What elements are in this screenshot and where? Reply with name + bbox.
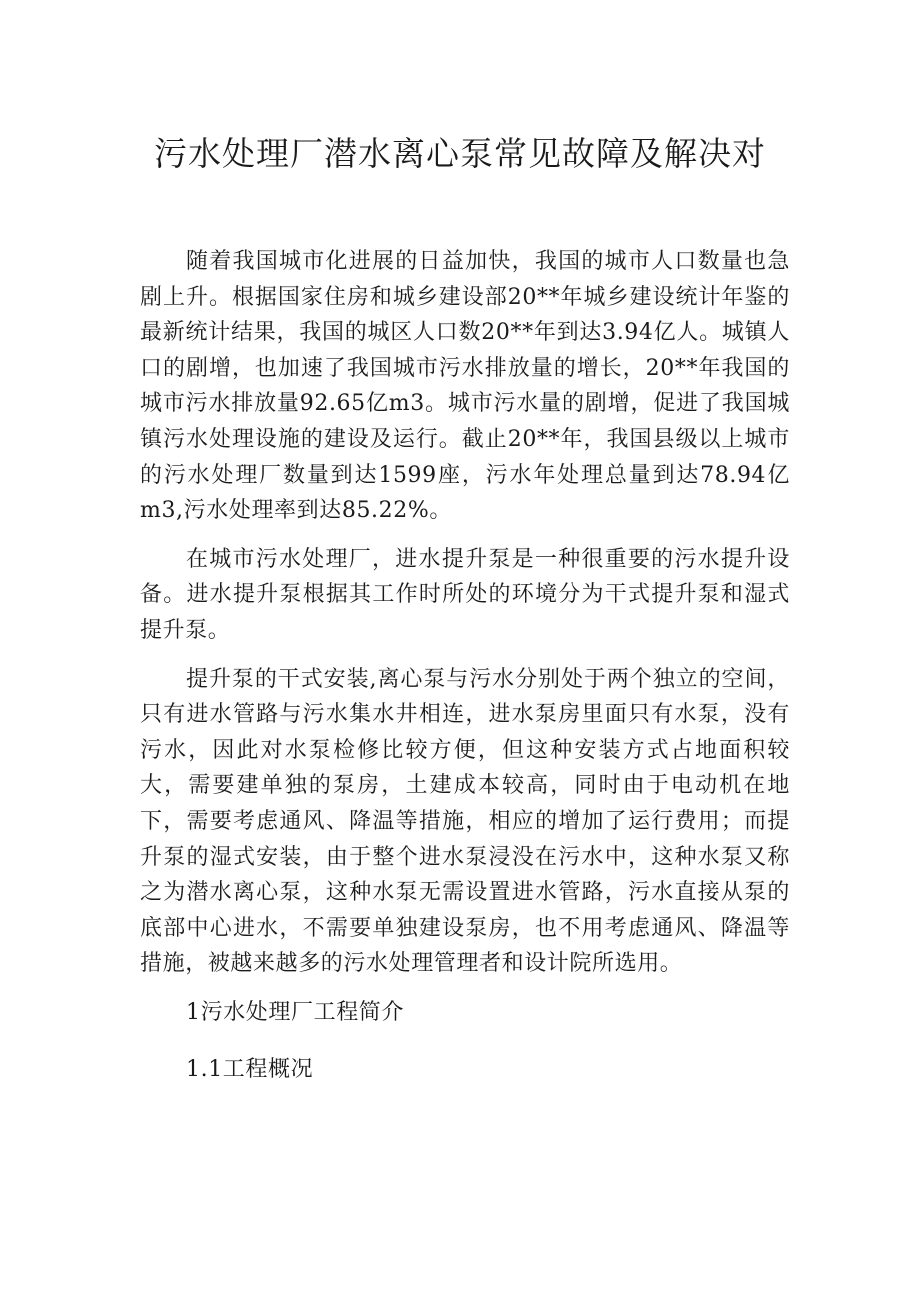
paragraph-urbanization: 随着我国城市化进展的日益加快，我国的城市人口数量也急剧上升。根据国家住房和城乡建设部20**年城乡建设统计年鉴的最新统计结果，我国的城区人口数20**年到达3.94亿人。城镇人口的剧增，也加速了我国城市污水排放量的增长，20**年我国的城市污水排放量92.65亿m3。城市污水量的剧增，促进了我国城镇污水处理设施的建设及运行。截止20**年，我国县级以上城市的污水处理厂数量到达1599座，污水年处理总量到达78.94亿m3,污水处理率到达85.22%。 [140,249,790,524]
document-body [140,244,790,1110]
document-title: 污水处理厂潜水离心泵常见故障及解决对 [154,134,766,173]
section-heading: 1污水处理厂工程简介 [186,999,404,1025]
subsection-heading: 1.1工程概况 [186,1057,314,1083]
paragraph-installation-types: 提升泵的干式安装,离心泵与污水分别处于两个独立的空间，只有进水管路与污水集水井相连，进水泵房里面只有水泵，没有污水，因此对水泵检修比较方便，但这种安装方式占地面积较大，需要建单独的泵房，土建成本较高，同时由于电动机在地下，需要考虑通风、降温等措施，相应的增加了运行费用；而提升泵的湿式安装，由于整个进水泵浸没在污水中，这种水泵又称之为潜水离心泵，这种水泵无需设置进水管路，污水直接从泵的底部中心进水，不需要单独建设泵房，也不用考虑通风、降温等措施，被越来越多的污水处理管理者和设计院所选用。 [140,666,790,977]
paragraph-lift-pump-intro: 在城市污水处理厂，进水提升泵是一种很重要的污水提升设备。进水提升泵根据其工作时所处的环境分为干式提升泵和湿式提升泵。 [140,546,790,643]
